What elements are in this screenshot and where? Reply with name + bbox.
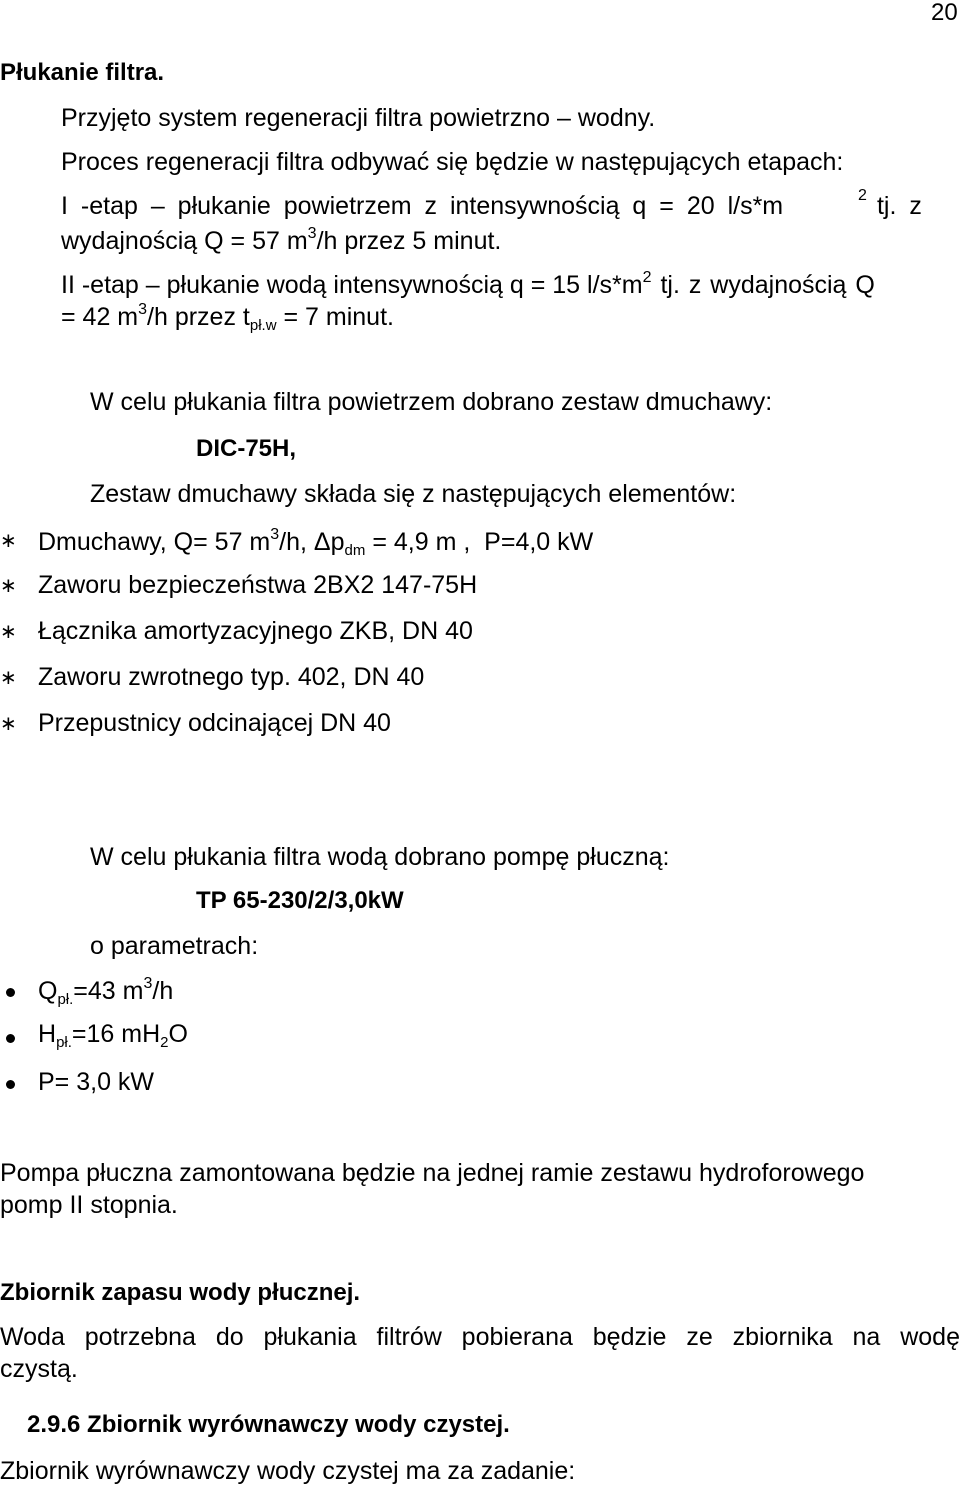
stage2-text-a: II -etap – płukanie wodą intensywnością q = 15 l/s*m [61,271,643,299]
tank-line2: czystą. [0,1355,78,1383]
blower-item-1 [38,527,593,558]
asterisk-bullet-icon: ∗ [0,667,17,689]
pump-param-flow-b: =43 m [73,977,144,1005]
bullet-dot-icon [6,988,15,997]
pump-param-flow-sup: 3 [143,975,153,992]
blower-item-4: Zaworu zwrotnego typ. 402, DN 40 [38,663,425,691]
pump-params-label: o parametrach: [90,932,259,960]
stage1-text-a-end: tj. z [870,192,922,220]
blower-item-1-c: = 4,9 m , P=4,0 kW [365,528,594,556]
blower-composition: Zestaw dmuchawy składa się z następujących elementów: [90,480,737,508]
tank-heading: Zbiornik zapasu wody płucznej. [0,1279,361,1306]
pump-param-head-a: H [38,1020,57,1048]
stage1-line1-end [858,187,922,220]
section-296-text: Zbiornik wyrównawczy wody czystej ma za zadanie: [0,1457,576,1485]
blower-item-5: Przepustnicy odcinającej DN 40 [38,709,391,737]
pump-param-head-b: =16 mH [71,1020,161,1048]
pump-param-flow-sub: pł. [57,991,74,1008]
pump-param-flow-c: /h [152,977,174,1005]
asterisk-bullet-icon: ∗ [0,530,17,552]
stage1-sup-b: 3 [307,225,317,242]
blower-model: DIC-75H, [196,435,297,462]
pump-param-head [38,1022,188,1050]
pump-note-line1: Pompa płuczna zamontowana będzie na jednej ramie zestawu hydroforowego [0,1159,865,1187]
pump-intro: W celu płukania filtra wodą dobrano pompę płuczną: [90,843,670,871]
pump-param-power: P= 3,0 kW [38,1068,155,1096]
stage1-text-a: I -etap – płukanie powietrzem z intensywnością q = 20 l/s*m [61,192,784,220]
paragraph-intro: Przyjęto system regeneracji filtra powietrzno – wodny. [61,104,656,132]
pump-param-head-sub: pł. [56,1034,72,1051]
blower-item-1-sub: dm [344,542,366,559]
stage2-line2 [61,302,394,333]
stage2-text-b-mid: /h przez t [147,303,250,331]
pump-note-line2: pomp II stopnia. [0,1191,178,1219]
stage1-text-b-end: /h przez 5 minut. [316,227,502,255]
stage2-text-b: = 42 m [61,303,139,331]
blower-intro: W celu płukania filtra powietrzem dobrano zestaw dmuchawy: [90,388,773,416]
stage2-text-b-end: = 7 minut. [276,303,394,331]
pump-param-head-sub2: 2 [160,1034,169,1051]
stage2-line1 [61,270,875,298]
stage1-sup-a: 2 [858,187,867,204]
stage1-line1 [61,194,960,219]
asterisk-bullet-icon: ∗ [0,713,17,735]
tank-line1: Woda potrzebna do płukania filtrów pobierana będzie ze zbiornika na wodę [0,1323,960,1351]
page-number: 20 [931,0,958,26]
pump-param-flow-a: Q [38,977,58,1005]
section-heading: Płukanie filtra. [0,59,165,86]
stage2-sup-b: 3 [138,301,148,318]
blower-item-1-b: /h, Δp [279,528,345,556]
stage2-sup-a: 2 [642,269,652,286]
paragraph-process: Proces regeneracji filtra odbywać się będzie w następujących etapach: [61,148,844,176]
section-296-heading: 2.9.6 Zbiornik wyrównawczy wody czystej. [27,1411,510,1438]
stage1-text-b: wydajnością Q = 57 m [61,227,308,255]
pump-param-head-c: O [168,1020,188,1048]
pump-model: TP 65-230/2/3,0kW [196,887,404,914]
blower-item-1-a: Dmuchawy, Q= 57 m [38,528,271,556]
asterisk-bullet-icon: ∗ [0,575,17,597]
stage2-text-a-end: tj. z wydajnością Q [651,271,875,299]
blower-item-1-sup: 3 [270,526,280,543]
bullet-dot-icon [6,1080,15,1089]
pump-param-flow [38,976,173,1007]
blower-item-3: Łącznika amortyzacyjnego ZKB, DN 40 [38,617,473,645]
stage1-line2 [61,226,501,254]
asterisk-bullet-icon: ∗ [0,621,17,643]
blower-item-2: Zaworu bezpieczeństwa 2BX2 147-75H [38,571,478,599]
bullet-dot-icon [6,1034,15,1043]
stage2-sub-b: pł.w [249,317,277,334]
